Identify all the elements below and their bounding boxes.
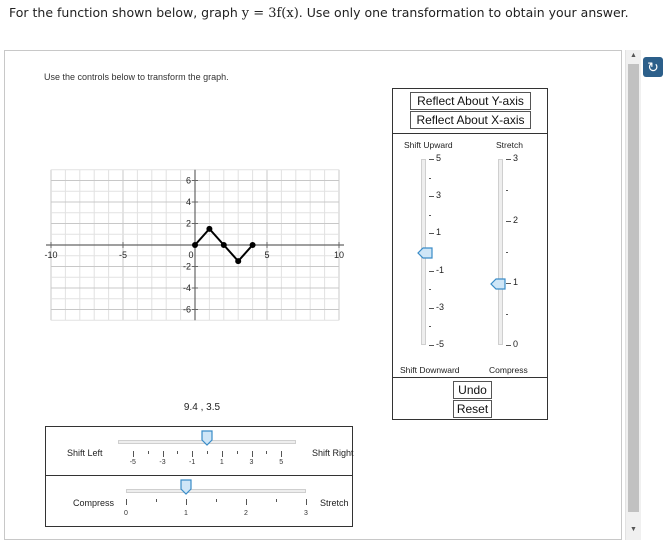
vertical-stretch-track <box>498 159 503 345</box>
stretch-top-label: Stretch <box>496 140 523 150</box>
vertical-shift-tick <box>429 289 431 290</box>
reflect-y-button[interactable]: Reflect About Y-axis <box>410 92 531 110</box>
horizontal-stretch-track <box>126 489 306 493</box>
horizontal-shift-box <box>45 426 353 476</box>
shift-right-label: Shift Right <box>312 448 354 458</box>
compress-bottom-label: Compress <box>489 365 528 375</box>
scrollbar[interactable] <box>625 50 641 540</box>
scrollbar-thumb[interactable] <box>628 64 639 512</box>
vertical-stretch-tick-label: 0 <box>513 339 519 349</box>
horizontal-stretch-tick-label: 1 <box>184 510 188 517</box>
horizontal-stretch-tick-label: 3 <box>304 510 308 517</box>
scroll-down-icon[interactable]: ▼ <box>630 526 637 533</box>
horizontal-stretch-tick-label: 2 <box>244 510 248 517</box>
x-tick-label: 5 <box>264 250 270 260</box>
vertical-stretch-tick <box>506 283 511 284</box>
horizontal-shift-tick-label: -3 <box>159 459 166 466</box>
vertical-shift-tick <box>429 196 434 197</box>
vertical-shift-tick <box>429 215 431 216</box>
vertical-stretch-tick <box>506 159 511 160</box>
vertical-stretch-tick <box>506 221 511 222</box>
function-graph[interactable] <box>44 90 355 390</box>
vertical-shift-tick-label: -3 <box>436 301 445 312</box>
vertical-shift-tick-label: 1 <box>436 227 442 238</box>
vertical-shift-tick <box>429 308 434 309</box>
function-point <box>235 258 241 264</box>
y-tick-label: -4 <box>182 283 191 293</box>
vertical-stretch-tick <box>506 314 508 315</box>
horizontal-shift-tick <box>192 451 193 457</box>
function-point <box>206 226 212 232</box>
horizontal-compress-label: Compress <box>73 498 115 508</box>
horizontal-stretch-tick-label: 0 <box>124 510 128 517</box>
horizontal-shift-tick-label: 5 <box>279 459 284 466</box>
question-prefix: For the function shown below, graph <box>9 5 242 20</box>
reset-button[interactable]: Reset <box>453 400 492 418</box>
horizontal-stretch-tick <box>306 499 307 505</box>
y-tick-label: -2 <box>182 261 191 272</box>
y-tick-label: 6 <box>185 175 191 186</box>
transform-controls <box>392 88 548 420</box>
slider-handle-icon[interactable] <box>201 430 213 451</box>
horizontal-shift-tick <box>222 451 223 457</box>
vertical-shift-tick-label: 5 <box>436 153 442 163</box>
horizontal-shift-tick <box>207 451 208 454</box>
horizontal-stretch-tick <box>126 499 127 505</box>
vertical-stretch-tick <box>506 345 511 346</box>
horizontal-shift-tick <box>237 451 238 454</box>
vertical-shift-tick <box>429 345 434 346</box>
vertical-shift-tick <box>429 233 434 234</box>
refresh-icon[interactable]: ↻ <box>643 57 663 77</box>
horizontal-shift-tick-label: 1 <box>219 459 224 466</box>
shift-upward-label: Shift Upward <box>404 140 453 150</box>
x-tick-label: 0 <box>188 250 194 260</box>
y-tick-label: 4 <box>185 197 191 207</box>
horizontal-shift-tick-label: -1 <box>189 459 196 466</box>
slider-handle-icon[interactable] <box>490 277 506 295</box>
vertical-stretch-slider[interactable] <box>471 89 546 379</box>
horizontal-shift-slider[interactable] <box>46 427 352 475</box>
reflect-x-button[interactable]: Reflect About X-axis <box>410 111 531 129</box>
horizontal-stretch-tick <box>216 499 217 502</box>
horizontal-stretch-tick <box>276 499 277 502</box>
vertical-shift-tick-label: -1 <box>436 264 445 275</box>
horizontal-shift-tick-label: -5 <box>129 459 136 466</box>
vertical-stretch-tick <box>506 252 508 253</box>
question-suffix: . Use only one transformation to obtain your answer. <box>298 5 629 20</box>
question-math: y = 3f(x) <box>241 6 299 21</box>
vertical-shift-tick <box>429 178 431 179</box>
horizontal-shift-tick <box>252 451 253 457</box>
horizontal-shift-tick <box>281 451 282 457</box>
coordinate-readout: 9.4 , 3.5 <box>183 402 221 413</box>
horizontal-shift-tick-label: 3 <box>249 459 254 466</box>
vertical-stretch-tick-label: 1 <box>513 277 519 287</box>
horizontal-stretch-slider[interactable] <box>46 476 352 526</box>
vertical-stretch-tick <box>506 190 508 191</box>
function-point <box>221 242 227 248</box>
x-tick-label: 10 <box>333 250 345 260</box>
horizontal-stretch-label: Stretch <box>320 498 349 508</box>
vertical-shift-tick <box>429 326 431 327</box>
horizontal-shift-tick <box>266 451 267 454</box>
y-tick-label: -6 <box>182 304 191 315</box>
slider-handle-icon[interactable] <box>417 246 433 264</box>
horizontal-shift-tick <box>133 451 134 457</box>
question-text <box>9 5 629 21</box>
horizontal-stretch-tick <box>156 499 157 502</box>
horizontal-shift-tick <box>163 451 164 457</box>
y-tick-label: 2 <box>185 218 191 229</box>
horizontal-stretch-box <box>45 475 353 527</box>
undo-button[interactable]: Undo <box>453 381 492 399</box>
vertical-shift-slider[interactable] <box>393 89 468 379</box>
horizontal-shift-tick <box>177 451 178 454</box>
vertical-stretch-tick-label: 3 <box>513 153 519 163</box>
instructions-text: Use the controls below to transform the graph. <box>44 72 229 82</box>
vertical-shift-tick-label: -5 <box>436 339 445 349</box>
scroll-up-icon[interactable]: ▲ <box>630 52 637 59</box>
shift-left-label: Shift Left <box>67 448 103 458</box>
horizontal-shift-tick <box>148 451 149 454</box>
function-point <box>192 242 198 248</box>
x-tick-label: -5 <box>118 250 128 260</box>
horizontal-stretch-tick <box>246 499 247 505</box>
vertical-shift-tick <box>429 271 434 272</box>
shift-downward-label: Shift Downward <box>400 365 460 375</box>
vertical-shift-tick <box>429 159 434 160</box>
slider-handle-icon[interactable] <box>180 479 192 500</box>
vertical-shift-tick-label: 3 <box>436 190 442 201</box>
x-tick-label: -10 <box>44 250 58 260</box>
function-point <box>250 242 256 248</box>
controls-divider-bottom <box>393 377 547 378</box>
vertical-stretch-tick-label: 2 <box>513 215 519 225</box>
